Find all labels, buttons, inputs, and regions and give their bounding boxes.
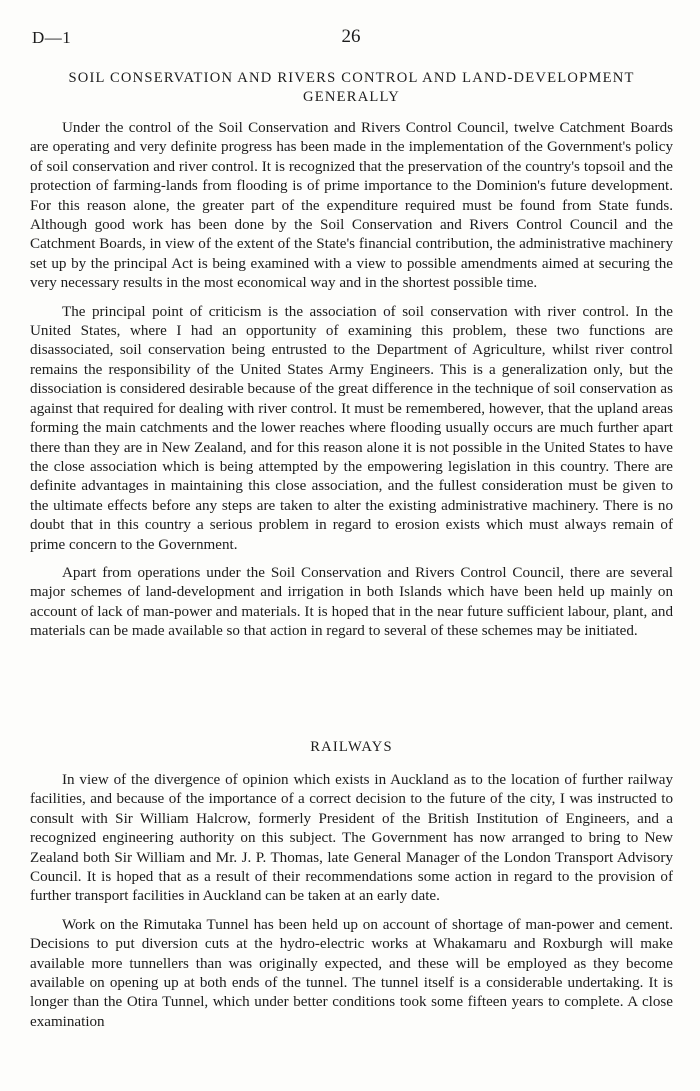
page-number: 26	[341, 26, 361, 47]
document-id: D—1	[32, 28, 72, 47]
section-heading: SOIL CONSERVATION AND RIVERS CONTROL AND LAND-DEVELOPMENT GENERALLY	[68, 70, 635, 105]
paragraph: Under the control of the Soil Conservation and Rivers Control Council, twelve Catchment Boards are operating and very definite progress has been made in the implementation of the Government's policy of soil conservation and river control. It is recognized that the preservation of the country's topsoil and the protection of farming-lands from flooding is of prime importance to the Dominion's future development. For this reason alone, the greater part of the expenditure required must be found from State funds. Although good work has been done by the Soil Conservation and Rivers Control Council and the Catchment Boards, in view of the extent of the State's financial contribution, the administrative machinery set up by the principal Act is being examined with a view to possible amendments aimed at securing the very necessary results in the most economical way and in the shortest possible time.	[30, 120, 673, 292]
paragraph: The principal point of criticism is the association of soil conservation with river control. In the United States, where I had an opportunity of examining this problem, these two functions are disassociated, soil conservation being entrusted to the Department of Agriculture, whilst river control remains the responsibility of the United States Army Engineers. This is a generalization only, but the dissociation is considered desirable because of the great difference in the technique of soil conservation as against that required for dealing with river control. It must be remembered, however, that the upland areas forming the main catchments and the lower reaches where flooding usually occurs are much further apart there than they are in New Zealand, and for this reason alone it is not possible in the United States to have the close association which is being attempted by the empowering legislation in this country. There are definite advantages in maintaining this close association, and the fullest consideration must be given to the ultimate effects before any steps are taken to alter the existing administrative machinery. There is no doubt that in this country a serious problem in regard to erosion exists which must always remain of prime concern to the Government.	[30, 303, 673, 553]
paragraph: Work on the Rimutaka Tunnel has been held up on account of shortage of man-power and cement. Decisions to put diversion cuts at the hydro-electric works at Whakamaru and Roxburgh will make available more tunnellers than was originally expected, and these will be employed as they become available on opening up at both ends of the tunnel. The tunnel itself is a considerable undertaking. It is longer than the Otira Tunnel, which under better conditions took some fifteen years to complete. A close examination	[30, 916, 673, 1030]
page-header	[32, 28, 670, 52]
soil-conservation-section	[30, 69, 673, 651]
paragraph: In view of the divergence of opinion which exists in Auckland as to the location of further railway facilities, and because of the importance of a correct decision to the future of the city, I was instructed to consult with Sir William Halcrow, formerly President of the British Institution of Engineers, and a recognized engineering authority on this subject. The Government has now arranged to bring to New Zealand both Sir William and Mr. J. P. Thomas, late General Manager of the London Transport Advisory Council. It is hoped that as a result of their recommendations some action in regard to the provision of further transport facilities in Auckland can be taken at an early date.	[30, 772, 673, 905]
railways-section	[30, 738, 673, 1041]
section-heading: RAILWAYS	[310, 739, 393, 755]
paragraph: Apart from operations under the Soil Conservation and Rivers Control Council, there are several major schemes of land-development and irrigation in both Islands which have been held up mainly on account of lack of man-power and materials. It is hoped that in the near future sufficient labour, plant, and materials can be made available so that action in regard to several of these schemes may be initiated.	[30, 564, 673, 640]
